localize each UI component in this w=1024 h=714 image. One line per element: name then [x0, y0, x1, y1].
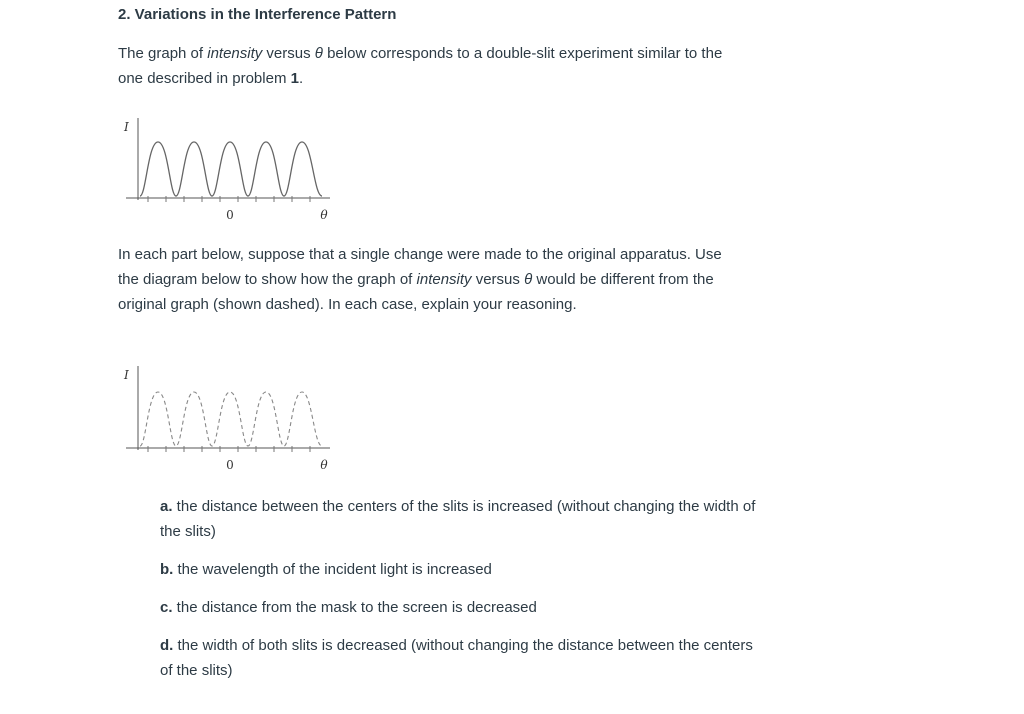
y-axis-label: I	[124, 368, 129, 382]
intro-text: versus	[262, 45, 315, 62]
instructions-text: would be different from the original graph (shown dashed). In each case, explain your reasoning.	[118, 271, 714, 313]
item-letter: b.	[160, 561, 174, 578]
dashed-intensity-curve	[140, 392, 322, 446]
intro-var-theta: θ	[314, 45, 323, 62]
instructions-paragraph	[118, 242, 738, 317]
intensity-curve	[140, 142, 322, 196]
problem-number: 1	[290, 70, 299, 87]
intro-text: .	[298, 70, 304, 87]
item-letter: a.	[160, 498, 173, 515]
intro-text: below corresponds to a double-slit experiment similar to the one described in problem	[118, 45, 723, 87]
instructions-text: In each part below, suppose that a single change were made to the original apparatus. Use the diagram below to show how the graph of	[118, 246, 722, 288]
intro-text: The graph of	[118, 45, 208, 62]
x-axis-label: θ	[320, 208, 328, 222]
item-text: the distance between the centers of the slits is increased (without changing the width of the slits)	[160, 498, 756, 540]
question-item-b	[160, 557, 760, 582]
intensity-graph-dashed	[118, 364, 338, 476]
item-text: the wavelength of the incident light is increased	[173, 561, 492, 578]
y-axis-label: I	[124, 120, 129, 134]
origin-label: 0	[226, 208, 234, 222]
item-letter: d.	[160, 637, 174, 654]
intensity-graph-original	[118, 114, 338, 226]
instructions-text: versus	[471, 271, 525, 288]
section-title: 2. Variations in the Interference Pattern	[118, 6, 397, 23]
instructions-var-intensity: intensity	[416, 271, 472, 288]
x-axis-ticks	[148, 196, 310, 202]
question-list	[160, 494, 760, 696]
instructions-var-theta: θ	[524, 271, 533, 288]
x-axis-label: θ	[320, 458, 328, 472]
question-item-c	[160, 595, 760, 620]
question-item-d	[160, 633, 760, 683]
item-letter: c.	[160, 599, 173, 616]
origin-label: 0	[226, 458, 234, 472]
x-axis-ticks	[148, 446, 310, 452]
intro-paragraph	[118, 41, 738, 91]
intro-var-intensity: intensity	[207, 45, 263, 62]
item-text: the distance from the mask to the screen is decreased	[172, 599, 537, 616]
question-item-a	[160, 494, 760, 544]
item-text: the width of both slits is decreased (without changing the distance between the centers of the slits)	[160, 637, 753, 679]
